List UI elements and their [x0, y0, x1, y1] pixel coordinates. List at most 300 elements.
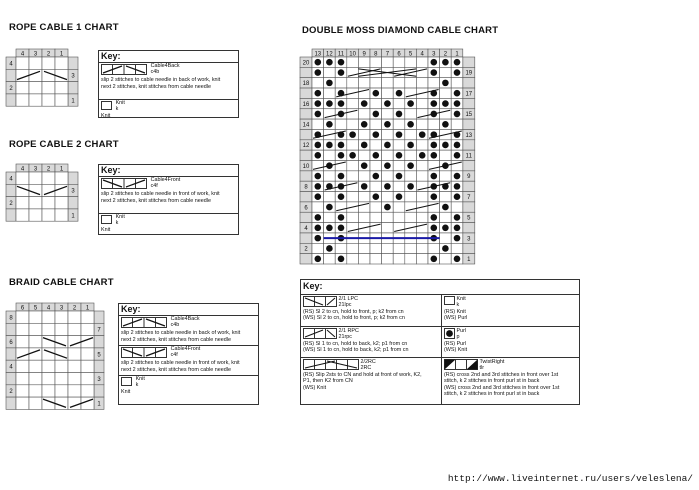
diamond-cell — [393, 254, 405, 264]
braid-cable-key — [118, 303, 259, 405]
diamond-purl-dot — [454, 214, 461, 221]
rope2-knit-cell — [29, 197, 42, 209]
key-abbr: c4f — [150, 182, 158, 189]
rope1-knit-cell — [16, 57, 29, 69]
rope2-knit-cell — [42, 209, 55, 221]
diamond-cell — [416, 78, 428, 88]
braid-knit-cell — [29, 385, 42, 397]
diamond-purl-dot — [326, 245, 333, 252]
diamond-cell — [382, 78, 394, 88]
braid-knit-cell — [16, 397, 29, 409]
diamond-cell — [324, 150, 336, 160]
diamond-purl-dot — [442, 204, 449, 211]
diamond-cell — [347, 57, 359, 67]
diamond-cell — [324, 254, 336, 264]
rope2-knit-cell — [29, 209, 42, 221]
diamond-col-number: 4 — [420, 51, 424, 58]
braid-left-gutter — [6, 348, 16, 360]
diamond-purl-dot — [419, 131, 426, 138]
diamond-cell — [405, 254, 417, 264]
key-desc: (RS) Purl (WS) Knit — [444, 340, 468, 354]
rope1-knit-cell — [16, 82, 29, 94]
braid-row-number: 7 — [97, 327, 101, 334]
braid-knit-cell — [55, 385, 68, 397]
diamond-purl-dot — [315, 100, 322, 107]
diamond-purl-dot — [315, 69, 322, 76]
rope1-knit-cell — [29, 94, 42, 106]
diamond-cell — [370, 254, 382, 264]
rope-cable-2-title: ROPE CABLE 2 CHART — [9, 139, 119, 150]
diamond-purl-dot — [396, 152, 403, 159]
diamond-cell — [393, 181, 405, 191]
diamond-purl-dot — [338, 69, 345, 76]
braid-knit-cell — [55, 311, 68, 323]
braid-knit-cell — [68, 336, 81, 348]
key-name: Knit — [115, 214, 125, 220]
diamond-purl-dot — [431, 173, 438, 180]
diamond-cell — [440, 233, 452, 243]
diamond-cell — [440, 171, 452, 181]
knit-symbol — [121, 377, 132, 386]
diamond-purl-dot — [431, 100, 438, 107]
braid-left-gutter — [6, 373, 16, 385]
rope1-row-number: 1 — [71, 98, 75, 105]
diamond-purl-dot — [431, 152, 438, 159]
diamond-left-gutter — [300, 67, 312, 77]
braid-col-number: 4 — [46, 305, 51, 312]
braid-knit-cell — [55, 323, 68, 335]
diamond-purl-dot — [338, 214, 345, 221]
diamond-right-gutter — [463, 98, 475, 108]
diamond-cell — [405, 129, 417, 139]
braid-row-number: 6 — [9, 339, 13, 346]
key-desc: (RS) Knit (WS) Purl — [444, 308, 468, 322]
diamond-cell — [358, 78, 370, 88]
diamond-cell — [451, 119, 463, 129]
diamond-cell — [370, 140, 382, 150]
braid-knit-cell — [55, 397, 68, 409]
key-heading: Key: — [303, 281, 323, 291]
rope1-left-gutter — [6, 69, 16, 81]
diamond-cell — [370, 119, 382, 129]
braid-knit-cell — [16, 385, 29, 397]
rope2-col-number: 4 — [20, 166, 25, 173]
rope1-knit-cell — [42, 57, 55, 69]
diamond-purl-dot — [338, 173, 345, 180]
diamond-col-number: 8 — [374, 51, 378, 58]
braid-knit-cell — [68, 373, 81, 385]
diamond-cell — [416, 161, 428, 171]
diamond-cell — [335, 119, 347, 129]
diamond-right-gutter — [463, 78, 475, 88]
diamond-cell — [405, 243, 417, 253]
diamond-purl-dot — [361, 121, 368, 128]
diamond-cell — [393, 98, 405, 108]
diamond-purl-dot — [384, 100, 391, 107]
braid-knit-cell — [42, 373, 55, 385]
diamond-cell — [347, 243, 359, 253]
braid-row-number: 8 — [9, 315, 13, 322]
key-row-cable4front — [119, 345, 258, 375]
diamond-col-number: 6 — [397, 51, 401, 58]
braid-col-number: 1 — [85, 305, 90, 312]
rope1-knit-cell — [42, 94, 55, 106]
diamond-cell — [393, 140, 405, 150]
cable-back-symbol — [121, 317, 167, 330]
diamond-cell — [324, 88, 336, 98]
braid-cable-title: BRAID CABLE CHART — [9, 277, 114, 288]
braid-right-gutter — [94, 360, 104, 372]
diamond-purl-dot — [431, 69, 438, 76]
diamond-cell — [440, 150, 452, 160]
diamond-cell — [382, 243, 394, 253]
diamond-cell — [347, 212, 359, 222]
braid-knit-cell — [81, 385, 94, 397]
diamond-purl-dot — [384, 183, 391, 190]
diamond-purl-dot — [384, 121, 391, 128]
diamond-cell — [312, 119, 324, 129]
key-row-cable4back — [119, 315, 258, 345]
key-heading: Key: — [101, 165, 121, 175]
diamond-purl-dot — [384, 204, 391, 211]
diamond-purl-dot — [315, 173, 322, 180]
diamond-right-gutter — [463, 161, 475, 171]
diamond-cell — [393, 119, 405, 129]
lpc-symbol — [303, 296, 337, 307]
diamond-cell — [393, 78, 405, 88]
diamond-cell — [358, 192, 370, 202]
diamond-purl-dot — [338, 142, 345, 149]
diamond-purl-dot — [431, 59, 438, 66]
braid-right-gutter — [94, 385, 104, 397]
diamond-cell — [347, 140, 359, 150]
knit-symbol — [444, 296, 455, 305]
rpc-symbol — [303, 328, 337, 339]
rope2-right-gutter — [68, 172, 78, 184]
cable-front-symbol — [101, 178, 147, 191]
diamond-cell — [393, 243, 405, 253]
diamond-purl-dot — [419, 152, 426, 159]
rope2-knit-cell — [55, 197, 68, 209]
diamond-purl-dot — [431, 193, 438, 200]
braid-knit-cell — [42, 385, 55, 397]
diamond-left-gutter — [300, 109, 312, 119]
diamond-purl-dot — [338, 256, 345, 263]
diamond-purl-dot — [396, 173, 403, 180]
rc-symbol — [303, 359, 359, 370]
diamond-purl-dot — [338, 193, 345, 200]
diamond-col-number: 9 — [362, 51, 366, 58]
diamond-cell — [335, 78, 347, 88]
rope2-right-gutter — [68, 197, 78, 209]
rope2-col-number: 1 — [59, 166, 64, 173]
key-heading: Key: — [121, 304, 141, 314]
diamond-cell — [382, 88, 394, 98]
rope2-knit-cell — [16, 172, 29, 184]
diamond-purl-dot — [454, 173, 461, 180]
key-desc: slip 2 stitches to cable needle in front of work, knit next 2 stitches, knit stitches from cable needle — [121, 360, 240, 373]
diamond-purl-dot — [407, 121, 414, 128]
braid-col-number: 5 — [33, 305, 38, 312]
diamond-purl-dot — [454, 152, 461, 159]
diamond-col-number: 10 — [349, 51, 356, 58]
diamond-cell — [393, 212, 405, 222]
braid-knit-cell — [81, 348, 94, 360]
rope2-knit-cell — [42, 172, 55, 184]
braid-left-gutter — [6, 397, 16, 409]
diamond-cell — [370, 57, 382, 67]
braid-knit-cell — [81, 360, 94, 372]
diamond-purl-dot — [442, 245, 449, 252]
diamond-left-gutter — [300, 233, 312, 243]
diamond-purl-dot — [384, 142, 391, 149]
diamond-cell — [405, 150, 417, 160]
diamond-purl-dot — [407, 162, 414, 169]
key-row-21rpc: 2/1 RPC 21rpc (RS) Sl 1 to cn, hold to back, k2; p1 from cn (WS) Sl 1 to cn, hold to back, k2; p1 from cn — [303, 328, 409, 354]
diamond-row-number: 9 — [467, 174, 471, 181]
rope1-right-gutter — [68, 82, 78, 94]
braid-knit-cell — [68, 311, 81, 323]
diamond-cell — [451, 243, 463, 253]
diamond-col-number: 11 — [337, 51, 345, 58]
diamond-purl-dot — [326, 80, 333, 87]
braid-knit-cell — [16, 323, 29, 335]
diamond-purl-dot — [384, 162, 391, 169]
rope1-knit-cell — [29, 82, 42, 94]
diamond-row-number: 16 — [302, 101, 310, 108]
rope2-knit-cell — [42, 197, 55, 209]
braid-knit-cell — [55, 360, 68, 372]
diamond-left-gutter — [300, 129, 312, 139]
diamond-purl-dot — [454, 59, 461, 66]
diamond-col-number: 12 — [326, 51, 333, 58]
diamond-purl-dot — [373, 111, 380, 118]
diamond-purl-dot — [361, 183, 368, 190]
diamond-purl-dot — [442, 80, 449, 87]
diamond-col-number: 2 — [443, 51, 448, 58]
braid-row-number: 1 — [97, 401, 101, 408]
diamond-right-gutter — [463, 140, 475, 150]
knit-symbol — [101, 101, 112, 110]
key-row-knit — [119, 375, 258, 396]
diamond-purl-dot — [454, 69, 461, 76]
rope1-knit-cell — [55, 94, 68, 106]
diamond-right-gutter — [463, 223, 475, 233]
diamond-left-gutter — [300, 254, 312, 264]
diamond-cell — [416, 192, 428, 202]
diamond-purl-dot — [315, 183, 322, 190]
diamond-row-number: 6 — [304, 205, 308, 212]
rope2-knit-cell — [29, 184, 42, 196]
diamond-purl-dot — [396, 90, 403, 97]
key-desc: Knit — [101, 112, 111, 119]
rope1-knit-cell — [42, 82, 55, 94]
diamond-cell — [440, 212, 452, 222]
diamond-purl-dot — [326, 59, 333, 66]
key-name: Cable4Back — [150, 63, 180, 69]
diamond-cell — [416, 243, 428, 253]
key-name: Cable4Back — [170, 316, 200, 322]
diamond-right-gutter — [463, 57, 475, 67]
braid-col-number: 3 — [59, 305, 64, 312]
braid-right-gutter — [94, 336, 104, 348]
key-row-knit — [99, 99, 238, 120]
diamond-purl-dot — [361, 142, 368, 149]
braid-knit-cell — [55, 336, 68, 348]
diamond-cell — [405, 109, 417, 119]
key-row-knit: Knit k (RS) Knit (WS) Purl — [444, 296, 468, 322]
key-desc: Knit — [121, 388, 131, 395]
rope1-knit-cell — [55, 57, 68, 69]
diamond-purl-dot — [361, 162, 368, 169]
diamond-cell — [358, 243, 370, 253]
rope1-row-number: 2 — [9, 85, 13, 92]
diamond-cell — [347, 78, 359, 88]
diamond-purl-dot — [442, 121, 449, 128]
diamond-cell — [393, 161, 405, 171]
key-abbr: c4b — [170, 321, 180, 328]
diamond-purl-dot — [326, 204, 333, 211]
rope1-left-gutter — [6, 94, 16, 106]
diamond-col-number: 3 — [432, 51, 436, 58]
diamond-cell — [428, 243, 440, 253]
rope1-knit-cell — [55, 82, 68, 94]
diamond-row-number: 4 — [304, 225, 308, 232]
braid-knit-cell — [16, 373, 29, 385]
rope2-left-gutter — [6, 209, 16, 221]
braid-knit-cell — [42, 311, 55, 323]
rope-cable-1-key — [98, 50, 239, 118]
rope2-left-gutter — [6, 184, 16, 196]
rope2-col-number: 3 — [33, 166, 38, 173]
key-row-22rc: 2/2RC 2RC (RS) Slip 2sts to CN and hold at front of work, K2, P1, then K2 from CN (WS) Knit — [303, 359, 422, 391]
diamond-purl-dot — [454, 142, 461, 149]
braid-row-number: 2 — [9, 389, 13, 396]
braid-col-number: 2 — [72, 305, 77, 312]
key-name: Knit — [115, 100, 125, 106]
key-row-cable4front — [99, 176, 238, 213]
diamond-purl-dot — [338, 100, 345, 107]
diamond-cell — [416, 57, 428, 67]
diamond-cell — [393, 202, 405, 212]
diamond-cell — [416, 119, 428, 129]
diamond-col-number: 13 — [314, 51, 322, 58]
diamond-cell — [347, 98, 359, 108]
diamond-row-number: 1 — [467, 257, 471, 264]
diamond-row-number: 5 — [467, 215, 471, 222]
diamond-purl-dot — [349, 131, 356, 138]
diamond-cell — [370, 78, 382, 88]
diamond-cell — [358, 171, 370, 181]
diamond-right-gutter — [463, 119, 475, 129]
source-url[interactable]: http://www.liveinternet.ru/users/veleslena/ — [447, 473, 693, 484]
diamond-right-gutter — [463, 181, 475, 191]
key-desc: (RS) Sl 2 to cn, hold to front, p; k2 from cn (WS) Sl 2 to cn, hold to front, p; k2 from cn — [303, 308, 405, 322]
key-desc: Knit — [101, 226, 111, 233]
diamond-cell — [324, 171, 336, 181]
diamond-purl-dot — [454, 224, 461, 231]
diamond-cell — [405, 192, 417, 202]
key-abbr: k — [115, 219, 119, 226]
diamond-cell — [416, 171, 428, 181]
diamond-cell — [393, 57, 405, 67]
braid-knit-cell — [55, 373, 68, 385]
braid-knit-cell — [29, 397, 42, 409]
braid-knit-cell — [42, 348, 55, 360]
rope1-knit-cell — [29, 69, 42, 81]
knit-symbol — [101, 215, 112, 224]
diamond-purl-dot — [431, 142, 438, 149]
diamond-purl-dot — [326, 224, 333, 231]
diamond-col-number: 1 — [455, 51, 459, 58]
key-desc: (RS) cross 2nd and 3rd stitches in front over 1st stitch, k 2 stitches in front purl st in back (WS) cross 2nd and 3rd stitches in front over 1st stitch, k 2 stitches in front purl st in back — [444, 371, 560, 398]
diamond-purl-dot — [315, 214, 322, 221]
diamond-cell — [382, 109, 394, 119]
diamond-cell — [312, 202, 324, 212]
diamond-cell — [382, 192, 394, 202]
diamond-left-gutter — [300, 171, 312, 181]
braid-knit-cell — [42, 360, 55, 372]
diamond-row-number: 13 — [465, 132, 473, 139]
braid-knit-cell — [81, 373, 94, 385]
diamond-purl-dot — [373, 193, 380, 200]
cable-back-symbol — [101, 64, 147, 77]
braid-knit-cell — [29, 373, 42, 385]
diamond-row-number: 7 — [467, 194, 471, 201]
diamond-purl-dot — [454, 193, 461, 200]
rope2-knit-cell — [55, 172, 68, 184]
key-row-purl: Purl p (RS) Purl (WS) Knit — [444, 328, 468, 354]
key-abbr: k — [115, 105, 119, 112]
key-row-21lpc: 2/1 LPC 21lpc (RS) Sl 2 to cn, hold to front, p; k2 from cn (WS) Sl 2 to cn, hold to front, p; k2 from cn — [303, 296, 405, 322]
diamond-purl-dot — [326, 100, 333, 107]
diamond-cell — [416, 212, 428, 222]
diamond-cell — [382, 254, 394, 264]
rope2-knit-cell — [16, 197, 29, 209]
diamond-purl-dot — [442, 224, 449, 231]
diamond-cell — [382, 171, 394, 181]
braid-right-gutter — [94, 311, 104, 323]
rope2-row-number: 3 — [71, 188, 75, 195]
diamond-left-gutter — [300, 88, 312, 98]
diamond-purl-dot — [373, 152, 380, 159]
diamond-cell — [358, 129, 370, 139]
braid-knit-cell — [68, 348, 81, 360]
rope1-col-number: 1 — [59, 51, 64, 58]
key-desc: slip 2 stitches to cable needle in back of work, knit next 2 stitches, knit stitches from cable needle — [101, 77, 221, 90]
diamond-cell — [370, 181, 382, 191]
rope2-row-number: 2 — [9, 200, 13, 207]
diamond-purl-dot — [373, 173, 380, 180]
diamond-purl-dot — [373, 131, 380, 138]
diamond-cell — [370, 161, 382, 171]
purl-symbol — [444, 328, 455, 339]
diamond-left-gutter — [300, 150, 312, 160]
diamond-purl-dot — [407, 100, 414, 107]
diamond-purl-dot — [454, 183, 461, 190]
diamond-right-gutter — [463, 243, 475, 253]
diamond-row-number: 8 — [304, 184, 308, 191]
diamond-purl-dot — [396, 131, 403, 138]
diamond-cell — [440, 67, 452, 77]
key-abbr: k — [135, 381, 139, 388]
double-moss-diamond-title: DOUBLE MOSS DIAMOND CABLE CHART — [302, 25, 499, 36]
diamond-purl-dot — [315, 59, 322, 66]
diamond-cell — [358, 109, 370, 119]
diamond-row-number: 3 — [467, 236, 471, 243]
rope2-row-number: 4 — [9, 176, 13, 183]
rope2-knit-cell — [55, 209, 68, 221]
